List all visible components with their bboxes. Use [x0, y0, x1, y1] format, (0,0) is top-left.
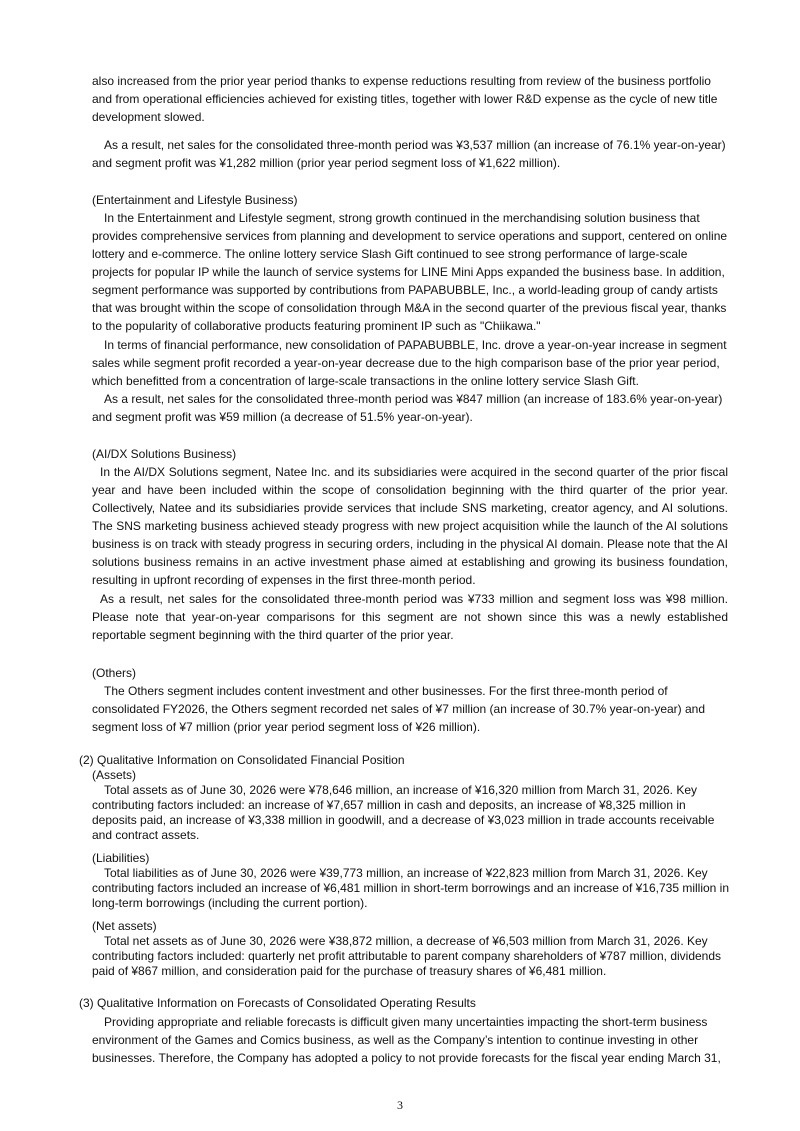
entertainment-paragraph-1: In the Entertainment and Lifestyle segment, strong growth continued in the merchandising solution business that provides comprehensive services from planning and development to service operations and support, centered on online lottery and e-commerce. The online lottery service Slash Gift continued to see strong performance of large-scale projects for popular IP while the launch of service systems for LINE Mini Apps expanded the business base. In addition, segment performance was supported by contributions from PAPABUBBLE, Inc., a world-leading group of candy artists that was brought within the scope of consolidation through M&A in the second quarter of the previous fiscal year, thanks to the popularity of collaborative products featuring prominent IP such as "Chiikawa.": [92, 211, 728, 333]
page-number: 3: [397, 1098, 403, 1112]
net-assets-heading: (Net assets): [92, 919, 157, 933]
net-assets-paragraph: Total net assets as of June 30, 2026 were ¥38,872 million, a decrease of ¥6,503 million from March 31, 2026. Key contributing factors included: quarterly net profit attributable to parent company shareholders of ¥787 million, dividends paid of ¥867 million, and consideration paid for the purchase of treasury shares of ¥6,481 million.: [92, 934, 722, 978]
assets-paragraph: Total assets as of June 30, 2026 were ¥78,646 million, an increase of ¥16,320 million from March 31, 2026. Key contributing factors included: an increase of ¥7,657 million in cash and deposits, an increase of ¥8,325 million in deposits paid, an increase of ¥3,338 million in goodwill, and a decrease of ¥3,023 million in trade accounts receivable and contract assets.: [92, 783, 715, 842]
forecasts-paragraph: Providing appropriate and reliable forecasts is difficult given many uncertainties impacting the short-term business environment of the Games and Comics business, as well as the Company’s intention to continue investing in other businesses. Therefore, the Company has adopted a policy to not provide forecasts for the fiscal year ending March 31,: [92, 1015, 721, 1065]
aidx-paragraph-2: As a result, net sales for the consolidated three-month period was ¥733 million and segment loss was ¥98 million. Please note that year-on-year comparisons for this segment are not shown since this was a newly established reportable segment beginning with the third quarter of the prior year.: [92, 592, 728, 642]
forecasts-heading: (3) Qualitative Information on Forecasts of Consolidated Operating Results: [79, 996, 476, 1010]
liabilities-heading: (Liabilities): [92, 851, 150, 865]
others-heading: (Others): [92, 666, 137, 680]
entertainment-paragraph-3: As a result, net sales for the consolidated three-month period was ¥847 million (an increase of 183.6% year-on-year) and segment profit was ¥59 million (a decrease of 51.5% year-on-year).: [92, 392, 723, 424]
assets-heading: (Assets): [92, 768, 137, 782]
others-paragraph: The Others segment includes content investment and other businesses. For the first three-month period of consolidated FY2026, the Others segment recorded net sales of ¥7 million (an increase of 30.7% year-on-year) and segment loss of ¥7 million (prior year period segment loss of ¥26 million).: [92, 684, 706, 734]
entertainment-heading: (Entertainment and Lifestyle Business): [92, 193, 298, 207]
intro-result-paragraph: As a result, net sales for the consolidated three-month period was ¥3,537 million (an increase of 76.1% year-on-year) and segment profit was ¥1,282 million (prior year period segment loss of ¥1,622 million).: [92, 138, 726, 170]
aidx-paragraph-1: In the AI/DX Solutions segment, Natee Inc. and its subsidiaries were acquired in the second quarter of the prior fiscal year and have been included within the scope of consolidation beginning with the third quarter of the prior year. Collectively, Natee and its subsidiaries provide services that include SNS marketing, creator agency, and AI solutions. The SNS marketing business achieved steady progress with new project acquisition while the launch of the AI solutions business is on track with steady progress in securing orders, including in the physical AI domain. Please note that the AI solutions business remains in an active investment phase aimed at establishing and growing its business foundation, resulting in upfront recording of expenses in the first three-month period.: [92, 465, 728, 587]
entertainment-paragraph-2: In terms of financial performance, new consolidation of PAPABUBBLE, Inc. drove a year-on-year increase in segment sales while segment profit recorded a year-on-year decrease due to the high comparison base of the prior year period, which benefitted from a concentration of large-scale transactions in the online lottery service Slash Gift.: [92, 338, 727, 388]
liabilities-paragraph: Total liabilities as of June 30, 2026 were ¥39,773 million, an increase of ¥22,823 million from March 31, 2026. Key contributing factors included an increase of ¥6,481 million in short-term borrowings and an increase of ¥16,735 million in long-term borrowings (including the current portion).: [92, 866, 730, 910]
financial-position-heading: (2) Qualitative Information on Consolidated Financial Position: [79, 753, 405, 767]
intro-continuation-paragraph: also increased from the prior year period thanks to expense reductions resulting from review of the business portfolio and from operational efficiencies achieved for existing titles, together with lower R&D expense as the cycle of new title development slowed.: [92, 74, 718, 124]
aidx-heading: (AI/DX Solutions Business): [92, 447, 237, 461]
